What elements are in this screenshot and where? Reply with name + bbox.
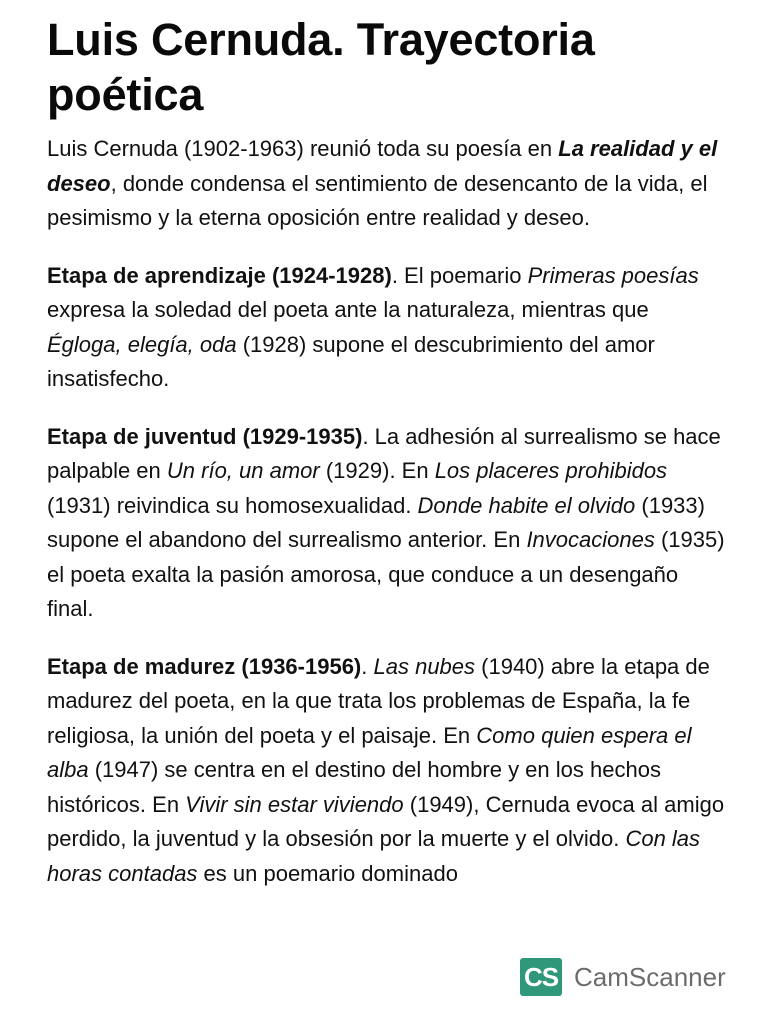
- document-page: [47, 12, 727, 914]
- work-title: Un río, un amor: [166, 458, 320, 483]
- stage-juventud-text-4: (1933) supone el abandono del surrealismo anterior. En: [47, 492, 705, 552]
- intro-text-1: Luis Cernuda (1902-1963) reunió toda su poesía en: [47, 136, 559, 161]
- work-title: Égloga, elegía, oda: [47, 331, 237, 357]
- stage-juventud-heading: Etapa de juventud (1929-1935): [47, 423, 363, 449]
- work-title: Los placeres prohibidos: [434, 458, 668, 483]
- stage-aprendizaje-text-1: . El poemario: [391, 262, 528, 288]
- stage-juventud-text-5: (1935) el poeta exalta la pasión amorosa, que conduce a un desengaño final.: [47, 527, 725, 621]
- stage-juventud-text-1: . La adhesión al surrealismo se hace palpable en: [47, 423, 721, 483]
- work-title: Vivir sin estar viviendo: [185, 791, 404, 817]
- stage-juventud-paragraph: [47, 420, 727, 627]
- stage-aprendizaje-text-2: expresa la soledad del poeta ante la naturaleza, mientras que: [47, 297, 649, 322]
- camscanner-label: CamScanner: [574, 961, 726, 992]
- stage-madurez-heading: Etapa de madurez (1936-1956): [47, 653, 362, 679]
- page-title: Luis Cernuda. Trayectoria poética: [47, 14, 595, 120]
- stage-madurez-paragraph: [47, 650, 727, 892]
- intro-paragraph: [47, 132, 727, 236]
- intro-text-2: , donde condensa el sentimiento de desencanto de la vida, el pesimismo y la eterna oposición entre realidad y deseo.: [47, 170, 708, 230]
- camscanner-watermark: [520, 955, 750, 999]
- book-title-la-realidad-y-el-deseo: La realidad y el deseo: [47, 136, 718, 196]
- stage-madurez-text-3: (1947) se centra en el destino del hombre y en los hechos históricos. En: [47, 757, 661, 817]
- work-title: Las nubes: [373, 653, 476, 679]
- stage-aprendizaje-paragraph: [47, 259, 727, 397]
- stage-madurez-text-4: (1949), Cernuda evoca al amigo perdido, la juventud y la obsesión por la muerte y el olvido.: [47, 791, 725, 851]
- work-title: Como quien espera el alba: [47, 722, 692, 782]
- stage-aprendizaje-text-3: (1928) supone el descubrimiento del amor insatisfecho.: [47, 331, 655, 391]
- stage-madurez-text-2: (1940) abre la etapa de madurez del poeta, en la que trata los problemas de España, la fe religiosa, la unión del poeta y el paisaje. En: [47, 653, 710, 748]
- camscanner-logo-icon: CS: [520, 958, 562, 996]
- work-title: Primeras poesías: [527, 262, 699, 288]
- stage-aprendizaje-heading: Etapa de aprendizaje (1924-1928): [47, 262, 392, 288]
- stage-madurez-text-1: .: [361, 653, 374, 679]
- work-title: Invocaciones: [526, 527, 655, 552]
- stage-madurez-text-5: es un poemario dominado: [197, 860, 458, 886]
- work-title: Con las horas contadas: [47, 826, 701, 886]
- stage-juventud-text-2: (1929). En: [319, 458, 435, 483]
- work-title: Donde habite el olvido: [417, 492, 636, 518]
- stage-juventud-text-3: (1931) reivindica su homosexualidad.: [47, 492, 418, 518]
